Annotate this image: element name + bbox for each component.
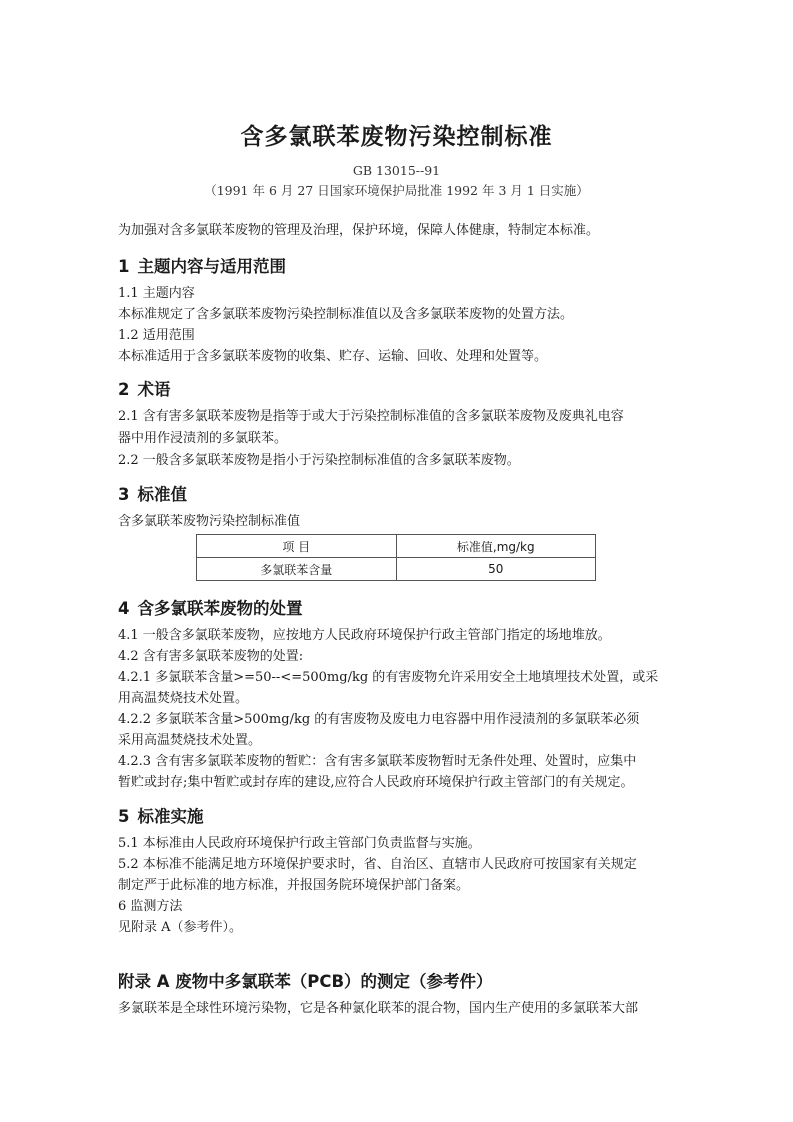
document-title: 含多氯联苯废物污染控制标准 <box>240 124 553 150</box>
clause-1-1-label: 1.1 主题内容 <box>118 286 195 301</box>
table-header-cell: 项 目 <box>197 535 397 558</box>
standard-values-table <box>196 534 596 581</box>
clause-1-2-label: 1.2 适用范围 <box>118 328 195 343</box>
section-number: 4 <box>118 599 130 618</box>
section-4-heading <box>118 595 302 619</box>
clause-2-1-line2: 器中用作浸渍剂的多氯联苯。 <box>118 431 288 446</box>
clause-4-2-1-line1: 4.2.1 多氯联苯含量>=50--<=500mg/kg 的有害废物允许采用安全土地填埋技术处置，或采 <box>118 670 659 685</box>
clause-4-2-2-line2: 采用高温焚烧技术处置。 <box>118 733 262 748</box>
standard-code: GB 13015--91 <box>352 163 441 178</box>
clause-1-2-text: 本标准适用于含多氯联苯废物的收集、贮存、运输、回收、处理和处置等。 <box>118 349 548 364</box>
appendix-paragraph: 多氯联苯是全球性环境污染物，它是各种氯化联苯的混合物，国内生产使用的多氯联苯大部 <box>118 1001 639 1016</box>
table-header-cell: 标准值,mg/kg <box>396 535 596 558</box>
section-title: 术语 <box>137 380 171 399</box>
section-title: 主题内容与适用范围 <box>137 257 286 276</box>
table-header-row <box>197 535 596 558</box>
section-5-heading <box>118 803 203 827</box>
section-number: 5 <box>118 807 130 826</box>
clause-4-2-2-line1: 4.2.2 多氯联苯含量>500mg/kg 的有害废物及废电力电容器中用作浸渍剂的多氯联苯必须 <box>118 712 640 727</box>
section-3-heading <box>118 481 187 505</box>
section-6-label: 6 监测方法 <box>118 899 183 914</box>
section-6-text: 见附录 A（参考件）。 <box>118 920 243 935</box>
clause-4-2-3-line1: 4.2.3 含有害多氯联苯废物的暂贮：含有害多氯联苯废物暂时无条件处理、处置时，应集中 <box>118 754 637 769</box>
intro-paragraph: 为加强对含多氯联苯废物的管理及治理，保护环境，保障人体健康，特制定本标准。 <box>118 223 600 238</box>
clause-5-2-line1: 5.2 本标准不能满足地方环境保护要求时，省、自治区、直辖市人民政府可按国家有关规定 <box>118 857 637 872</box>
section-title: 标准值 <box>137 485 187 504</box>
approval-note: （1991 年 6 月 27 日国家环境保护局批准 1992 年 3 月 1 日实施） <box>204 183 589 198</box>
clause-4-2: 4.2 含有害多氯联苯废物的处置: <box>118 649 304 664</box>
table-caption: 含多氯联苯废物污染控制标准值 <box>118 514 301 529</box>
section-number: 1 <box>118 257 130 276</box>
section-1-heading <box>118 253 286 277</box>
section-number: 3 <box>118 485 130 504</box>
clause-1-1-text: 本标准规定了含多氯联苯废物污染控制标准值以及含多氯联苯废物的处置方法。 <box>118 307 574 322</box>
table-cell: 多氯联苯含量 <box>197 558 397 581</box>
clause-4-2-3-line2: 暂贮或封存;集中暂贮或封存库的建设,应符合人民政府环境保护行政主管部门的有关规定。 <box>118 775 634 790</box>
section-number: 2 <box>118 380 130 399</box>
clause-2-1-line1: 2.1 含有害多氯联苯废物是指等于或大于污染控制标准值的含多氯联苯废物及废典礼电容 <box>118 409 624 424</box>
clause-4-1: 4.1 一般含多氯联苯废物，应按地方人民政府环境保护行政主管部门指定的场地堆放。 <box>118 628 611 643</box>
table-cell: 50 <box>396 558 596 581</box>
clause-5-1: 5.1 本标准由人民政府环境保护行政主管部门负责监督与实施。 <box>118 836 481 851</box>
section-2-heading <box>118 376 170 400</box>
table-row <box>197 558 596 581</box>
section-title: 含多氯联苯废物的处置 <box>137 599 303 618</box>
clause-2-2: 2.2 一般含多氯联苯废物是指小于污染控制标准值的含多氯联苯废物。 <box>118 453 520 468</box>
appendix-heading: 附录 A 废物中多氯联苯（PCB）的测定（参考件） <box>118 972 493 991</box>
section-title: 标准实施 <box>137 807 204 826</box>
clause-5-2-line2: 制定严于此标准的地方标准，并报国务院环境保护部门备案。 <box>118 878 470 893</box>
clause-4-2-1-line2: 用高温焚烧技术处置。 <box>118 691 249 706</box>
